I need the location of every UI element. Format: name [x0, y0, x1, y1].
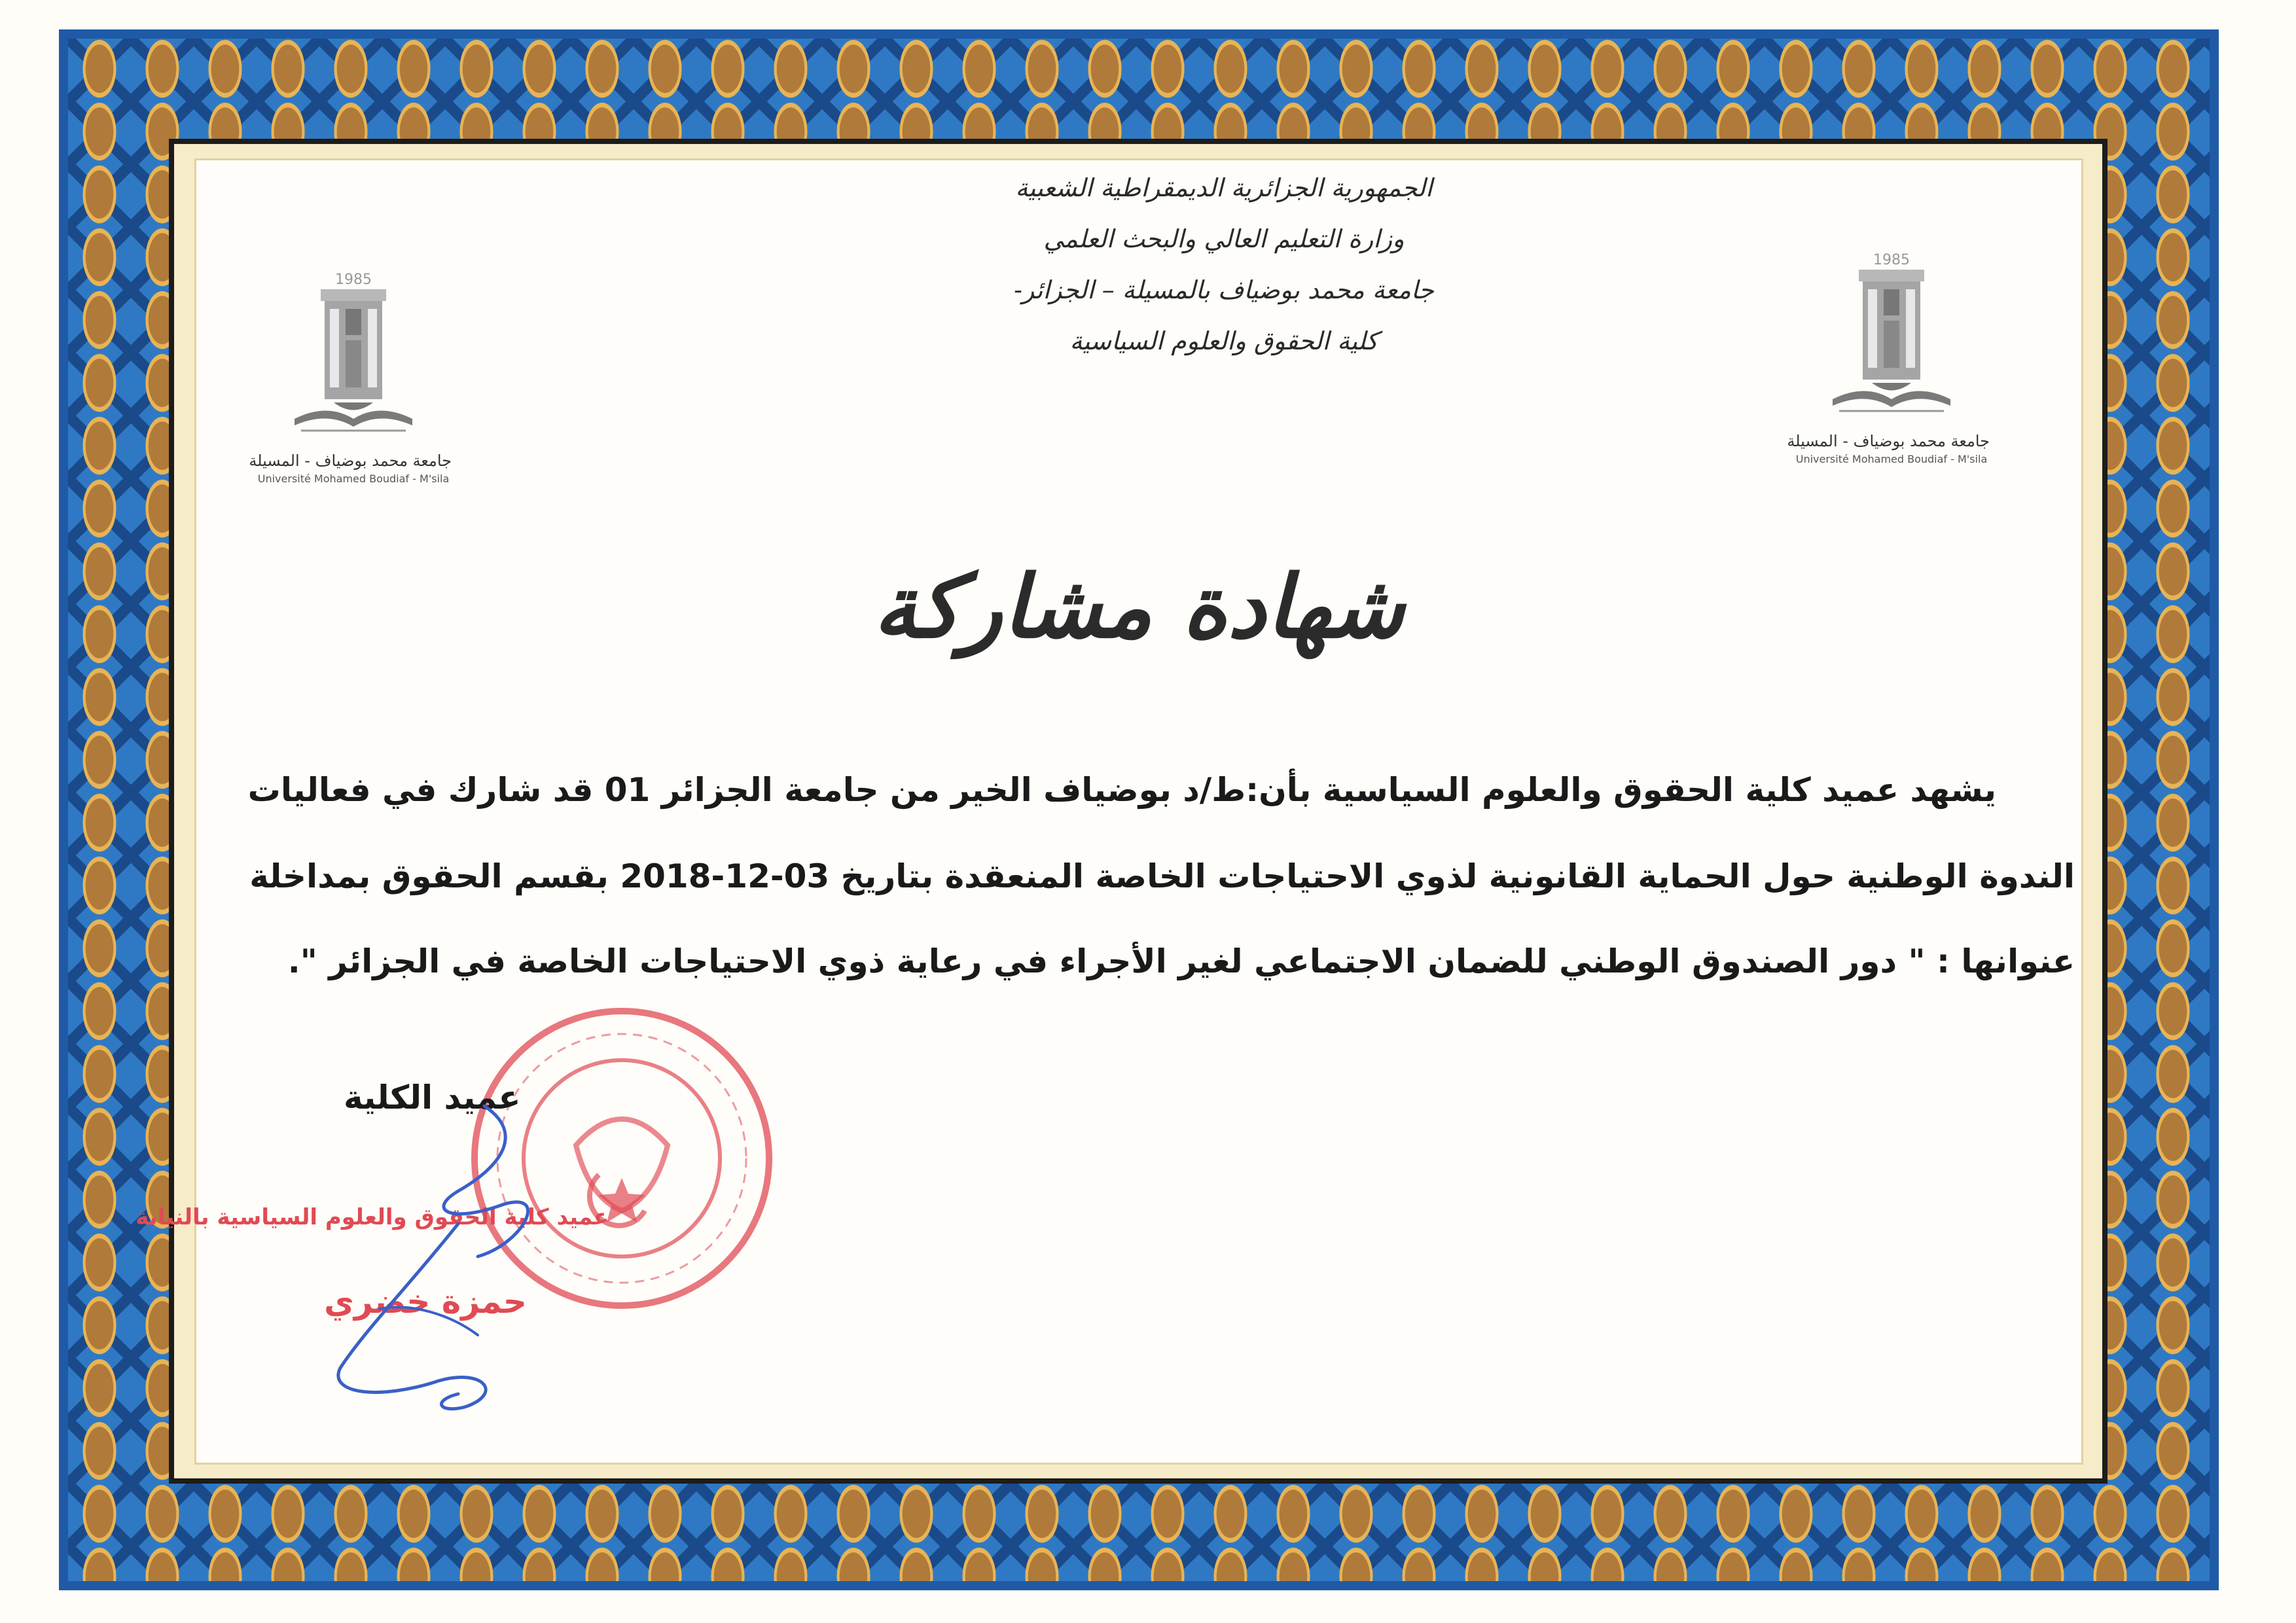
- logo-year: 1985: [335, 272, 372, 288]
- logo-french-name: Université Mohamed Boudiaf - M'sila: [257, 473, 450, 485]
- dean-label: عميد الكلية: [344, 1079, 521, 1116]
- logo-year: 1985: [1873, 252, 1910, 268]
- header-faculty: كلية الحقوق والعلوم السياسية: [1069, 327, 1378, 355]
- university-logo-right: [1787, 242, 1990, 491]
- logo-arabic-name: جامعة محمد بوضياف - المسيلة: [249, 452, 452, 470]
- logo-french-name: Université Mohamed Boudiaf - M'sila: [1795, 453, 1988, 465]
- certificate-sheet: [135, 173, 2075, 1453]
- stamp-title: عميد كلية الحقوق والعلوم السياسية بالنيابة: [135, 1204, 609, 1230]
- body-line-2: الندوة الوطنية حول الحماية القانونية لذوي الاحتياجات الخاصة المنعقدة بتاريخ 03-12-2018 بقسم الحقوق بمداخلة: [249, 857, 2075, 895]
- university-logo-icon: [1793, 242, 1990, 432]
- university-logo-left: [249, 262, 452, 510]
- logo-arabic-name: جامعة محمد بوضياف - المسيلة: [1787, 432, 1990, 450]
- handwritten-signature-icon: [288, 1093, 655, 1433]
- header-ministry: وزارة التعليم العالي والبحث العلمي: [1043, 224, 1405, 253]
- university-logo-icon: [255, 262, 452, 452]
- header-block: [216, 162, 2062, 366]
- body-line-3: عنوانها : " دور الصندوق الوطني للضمان الاجتماعي لغير الأجراء في رعاية ذوي الاحتياجات الخاصة في الجزائر ".: [287, 942, 2075, 980]
- body-line-1: يشهد عميد كلية الحقوق والعلوم السياسية بأن:ط/د بوضياف الخير من جامعة الجزائر 01 قد شارك في فعاليات: [247, 771, 1996, 809]
- certificate-title: شهادة مشاركة: [873, 556, 1405, 658]
- stamp-name: حمزة خضري: [324, 1283, 527, 1321]
- header-republic: الجمهورية الجزائرية الديمقراطية الشعبية: [1015, 173, 1433, 202]
- header-university: جامعة محمد بوضياف بالمسيلة – الجزائر-: [1014, 276, 1434, 304]
